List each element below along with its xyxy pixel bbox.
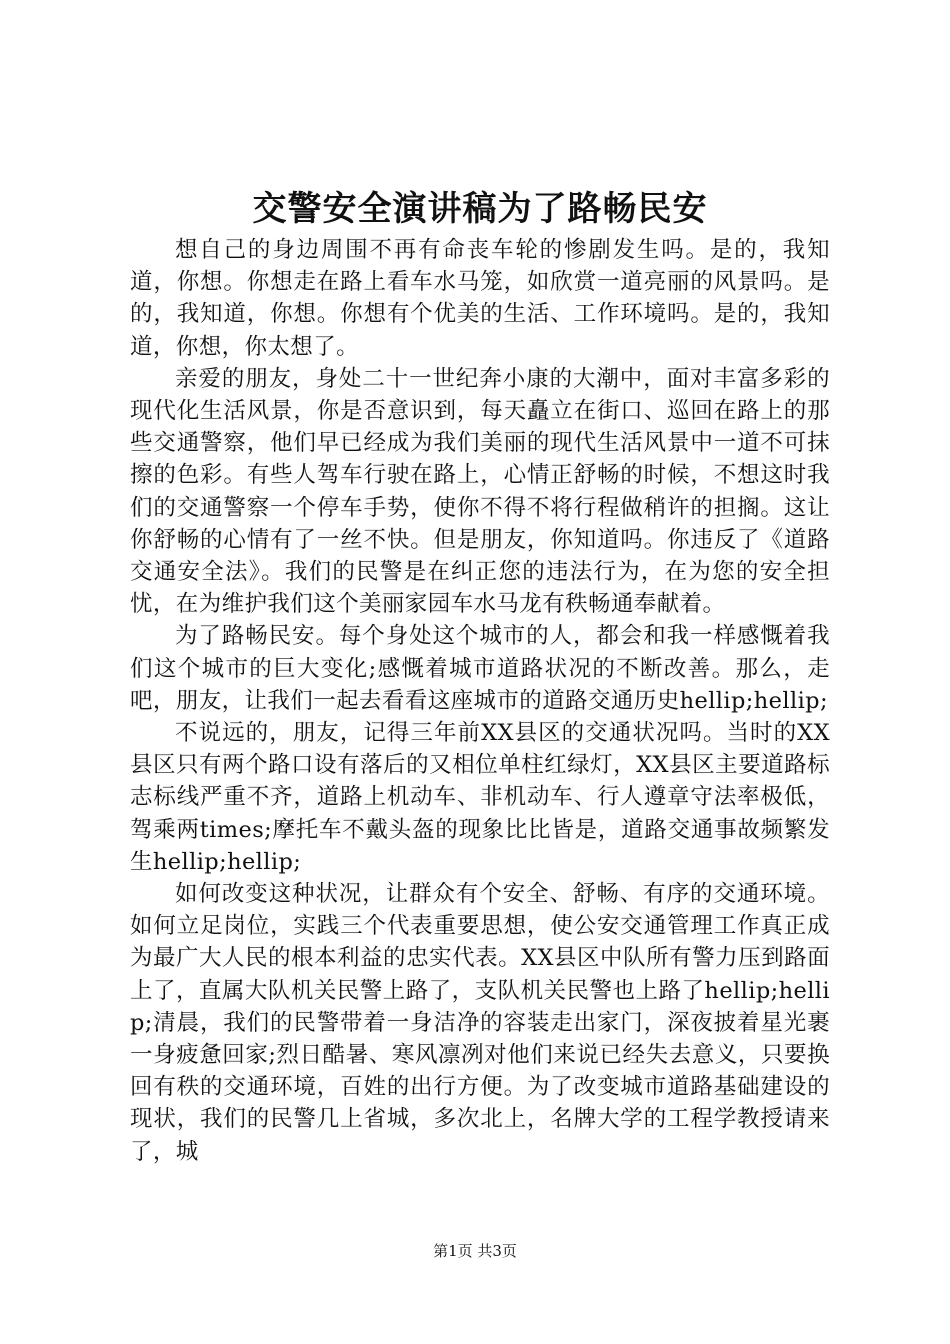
paragraph: 如何改变这种状况，让群众有个安全、舒畅、有序的交通环境。如何立足岗位，实践三个代表重要思想，使公安交通管理工作真正成为最广大人民的根本利益的忠实代表。XX县区中队所有警力压到路面上了，直属大队机关民警上路了，支队机关民警也上路了hellip;hellip;清晨，我们的民警带着一身洁净的容装走出家门，深夜披着星光裹一身疲惫回家;烈日酷暑、寒风凛冽对他们来说已经失去意义，只要换回有秩的交通环境，百姓的出行方便。为了改变城市道路基础建设的现状，我们的民警几上省城，多次北上，名牌大学的工程学教授请来了，城 <box>130 881 830 1165</box>
paragraph: 想自己的身边周围不再有命丧车轮的惨剧发生吗。是的，我知道，你想。你想走在路上看车水马笼，如欣赏一道亮丽的风景吗。是的，我知道，你想。你想有个优美的生活、工作环境吗。是的，我知道，你想，你太想了。 <box>130 237 830 360</box>
document-body <box>130 234 830 1168</box>
document-title: 交警安全演讲稿为了路畅民安 <box>252 189 708 229</box>
paragraph: 为了路畅民安。每个身处这个城市的人，都会和我一样感慨着我们这个城市的巨大变化;感慨着城市道路状况的不断改善。那么，走吧，朋友，让我们一起去看看这座城市的道路交通历史hellip;hellip; <box>130 623 830 714</box>
paragraph: 不说远的，朋友，记得三年前XX县区的交通状况吗。当时的XX县区只有两个路口设有落后的又相位单柱红绿灯，XX县区主要道路标志标线严重不齐，道路上机动车、非机动车、行人遵章守法率极低，驾乘两times;摩托车不戴头盔的现象比比皆是，道路交通事故频繁发生hellip;hellip; <box>130 720 830 875</box>
paragraph: 亲爱的朋友，身处二十一世纪奔小康的大潮中，面对丰富多彩的现代化生活风景，你是否意识到，每天矗立在街口、巡回在路上的那些交通警察，他们早已经成为我们美丽的现代生活风景中一道不可抹擦的色彩。有些人驾车行驶在路上，心情正舒畅的时候，不想这时我们的交通警察一个停车手势，使你不得不将行程做稍许的担搁。这让你舒畅的心情有了一丝不快。但是朋友，你知道吗。你违反了《道路交通安全法》。我们的民警是在纠正您的违法行为，在为您的安全担忧，在为维护我们这个美丽家园车水马龙有秩畅通奉献着。 <box>130 365 830 618</box>
page-footer: 第1页 共3页 <box>433 1242 517 1260</box>
